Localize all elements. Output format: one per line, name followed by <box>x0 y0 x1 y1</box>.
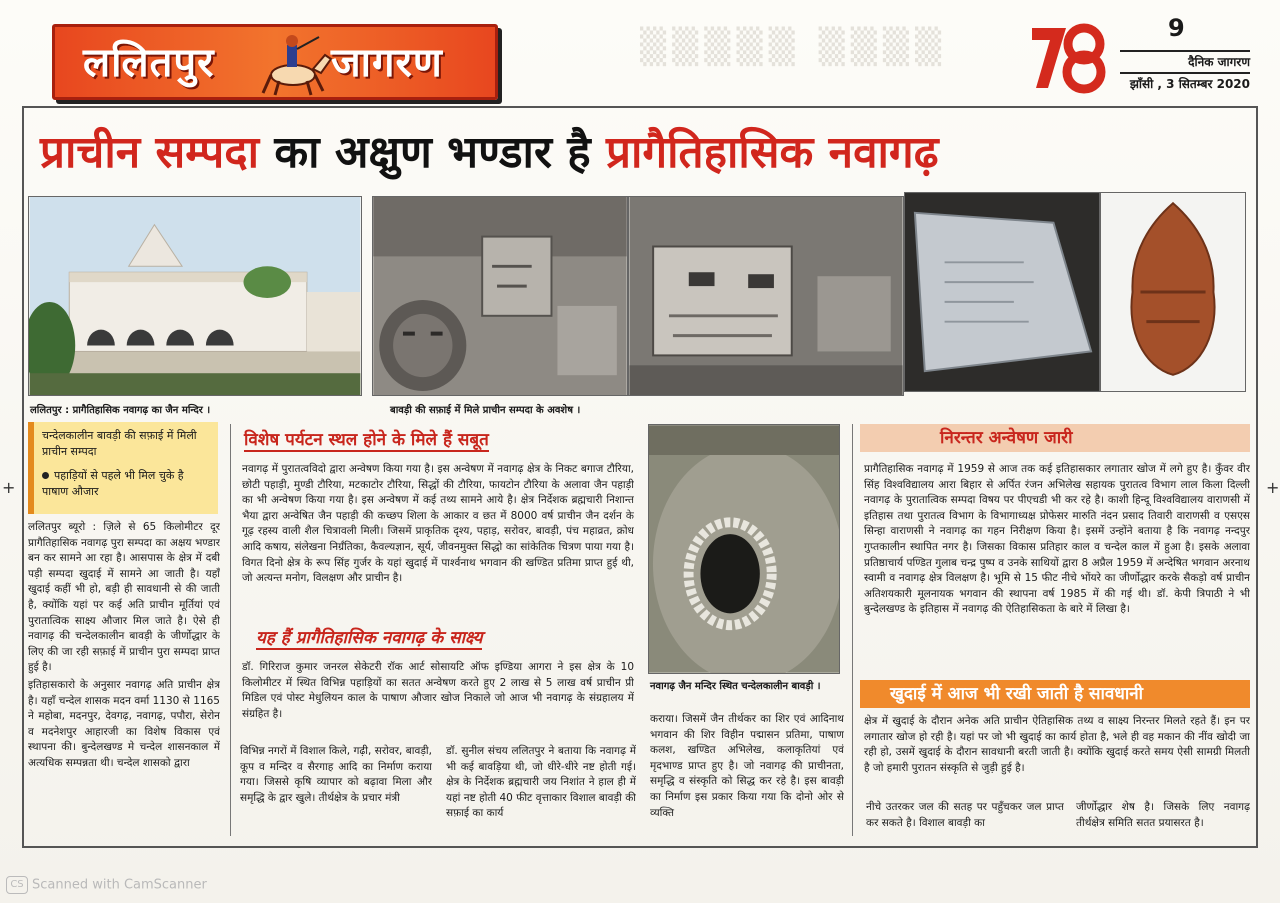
anniversary-78-logo <box>1028 22 1110 94</box>
caption-temple: ललितपुर : प्रागैतिहासिक नवागढ़ का जैन मन्दिर । <box>30 405 211 416</box>
section4-heading: खुदाई में आज भी रखी जाती है सावधानी <box>860 680 1250 708</box>
bullet-icon <box>42 472 49 479</box>
column-4b: जीर्णोद्धार शेष है। जिसके लिए नवागढ़ तीर्थक्षेत्र समिति सतत प्रयासरत है। <box>1076 801 1250 829</box>
column-2b: डॉ. सुनील संचय ललितपुर ने बताया कि नवागढ़ में भी कई बावड़िया थी, जो धीरे-धीरे नष्ट होती गई। क्षेत्र के निर्देशक ब्रह्मचारी जय निशांत ने हाल ही में यहां नष्ट होती 40 फीट वृत्ताकार विशाल बावड़ी की सफ़ाई का कार्य <box>446 745 636 820</box>
section1-body: नवागढ़ में पुरातत्वविदो द्वारा अन्वेषण किया गया है। इस अन्वेषण में नवागढ़ क्षेत्र के निकट बगाज टौरिया, छोटी पहाड़ी, मुण्डी टौरिया, मटकाटोर टौरिया, सिद्धों की टौरिया, फायटोन टौरिया के अलावा जैन पहाड़ी का भी अन्वेषण किया गया है। इस अन्वेषण में कई तथ्य सामने आये है। क्षेत्र निर्देशक ब्रह्मचारी निशान्त भैया द्वारा अन्वेषित जैन पहाड़ी की कच्छप शिला के आकार व छत में 8000 वर्ष प्राचीन जैन दर्शन के गूढ़ रहस्य वाली शैल चित्रावली मिली। जिसमें प्राकृतिक दृश्य, पहाड़, सरोवर, बावड़ी, पंच महाव्रत, क्रोध आदि कषाय, संलेखना निर्ग्रंतिका, कैवल्यज्ञान, सूर्य, जीवनमुक्त सिद्धो का सांकेतिक चित्रण पाया गया है। विगत दिनो क्षेत्र के रूप सिंह गुर्जर के यहां खुदाई में पार्श्वनाथ भगवान की खण्डित प्रतिमा प्राप्त हुई थी, जो अत्यन्त मनोग, विलक्षण और प्राचीन है। <box>242 463 634 585</box>
ghost-bleed-through: ▒▒▒▒▒ ▒▒▒▒ <box>640 27 948 67</box>
headline-part1: प्राचीन सम्पदा <box>40 127 260 178</box>
section4-body: क्षेत्र में खुदाई के दौरान अनेक अति प्राचीन ऐतिहासिक तथ्य व साक्ष्य निरन्तर मिलते रहते हैं। इन पर लगातार खोज हो रही है। यहां पर जो भी खुदाई का कार्य होता है, भले ही वह मकान की नींव खोदी जा रही हो, उसमें खुदाई के दौरान सावधानी बरती जाती है। क्योंकि खुदाई करते समय ऐसी सामग्री मिलती है जो हमारी पुरातन संस्कृति से जुड़ी हुई है। <box>864 715 1250 774</box>
column-2a: विभिन्न नगरों में विशाल किले, गढ़ी, सरोवर, बावड़ी, कूप व मन्दिर व सैरगाह आदि का निर्माण कराया गया। जिससे कृषि व्यापार को बढ़ावा मिला और समृद्धि के द्वार खुले। तीर्थक्षेत्र के प्रचार मंत्री <box>240 745 432 804</box>
camscanner-watermark <box>6 876 207 894</box>
section2-heading <box>256 626 482 650</box>
section3-heading: निरन्तर अन्वेषण जारी <box>860 424 1250 452</box>
kalash-urn-photo <box>1100 192 1246 392</box>
publication-name: दैनिक जागरण <box>1188 55 1250 69</box>
caption-stepwell-finds: बावड़ी की सफ़ाई में मिले प्राचीन सम्पदा के अवशेष । <box>390 405 581 416</box>
column-4a: नीचे उतरकर जल की सतह पर पहुँचकर जल प्राप्त कर सकते है। विशाल बावड़ी का <box>866 801 1064 829</box>
section1-heading <box>244 428 489 452</box>
temple-photo <box>28 196 362 396</box>
camscanner-logo-icon: CS <box>6 876 28 894</box>
pub-rule-top <box>1120 50 1250 52</box>
highlight-box <box>28 422 218 514</box>
headline <box>40 122 1240 186</box>
publication-dateline: झाँसी , 3 सितम्बर 2020 <box>1129 77 1250 91</box>
highlight-line2-wrap <box>42 468 210 500</box>
highlight-line1: चन्देलकालीन बावड़ी की सफ़ाई में मिली प्राचीन सम्पदा <box>42 429 197 458</box>
section2-heading-text: यह हैं प्रागैतिहासिक नवागढ़ के साक्ष्य <box>256 628 483 648</box>
highlight-line2: पहाड़ियों से पहले भी मिल चुके है पाषाण औजार <box>42 469 184 498</box>
masthead <box>52 24 498 100</box>
section3-body: प्रागैतिहासिक नवागढ़ में 1959 से आज तक कई इतिहासकार लगातार खोज में लगे हुए है। कुँवर वीर सिंह विश्वविद्यालय आरा बिहार से अर्पित रंजन अभिलेख सहायक पुरातत्व विभाग लाल किला दिल्ली नवागढ़ के पुरातात्विक सम्पदा विषय पर पीएचडी भी कर रहे है। काशी हिन्दू विश्वविद्यालय वाराणसी में इतिहास तथा पुरातत्व विभाग के विभागाध्यक्ष प्रोफेसर मारुति नंदन प्रसाद तिवारी वाराणसी व एसएस सिन्हा वाराणसी ने नवागढ़ का गहन निरीक्षण किया है। इसमें उन्होंने बताया है कि नवागढ़ नन्दपुर गुप्तकालीन स्थापित नगर है। जिसका विकास प्रतिहार काल व चन्देल काल में हुआ है। इसके अलावा प्रतिष्ठाचार्य पण्डित गुलाब चन्द्र पुष्प व उनके साथियों द्वारा 8 अप्रैल 1959 में अन्देषित भगवान अरनाथ स्वामी व नवागढ़ क्षेत्र विलक्षण है। भूमि से 15 फीट नीचे भोंयरे का जीर्णोद्धार करके सैकड़ो वर्ष प्राचीन अतिशयकारी मूलनायक भगवान की स्थापना वर्ष 1985 में की गई थी। डॉ. केपी त्रिपाठी ने भी बुन्देलखण्ड के इतिहास में नवागढ़ की ऐतिहासिकता के बारे में लिखा है। <box>864 463 1250 616</box>
camscanner-text: Scanned with CamScanner <box>32 877 207 893</box>
column-rule <box>230 424 231 836</box>
page-number: 9 <box>1168 14 1185 42</box>
column-3: कराया। जिसमें जैन तीर्थकर का शिर एवं आदिनाथ भगवान की शिर विहीन पद्मासन प्रतिमा, पाषाण कलश, खण्डित अभिलेख, कलाकृतियां एवं मृदभाण्ड प्राप्त हुए है। जो नवागढ़ की प्राचीनता, समृद्धि व संस्कृति को सिद्ध कर रहे है। इस बावड़ी का निर्माण इस प्रकार किया गया कि दोनो ओर से व्यक्ति <box>650 713 844 819</box>
pub-rule-bottom <box>1120 72 1250 74</box>
stepwell-photo <box>648 424 840 674</box>
carved-stones-photo <box>628 196 904 396</box>
publication-info <box>1120 48 1250 92</box>
headline-part3: प्रागैतिहासिक नवागढ़ <box>605 127 939 178</box>
masthead-left-word: ललितपुर <box>83 40 215 86</box>
section2-body: डॉ. गिरिराज कुमार जनरल सेकेटरी रॉक आर्ट सोसायटि ऑफ इण्डिया आगरा ने इस क्षेत्र के 10 किलोमीटर में स्थित विभिन्न पहाड़ियों का सतत अन्वेषण करते हुए 2 लाख से 5 लाख वर्ष प्राचीन प्री मिडिल एवं पोस्ट मेधुलियन काल के पाषाण औजार खोज निकाले जो आज भी नवागढ़ के संग्रहालय में संग्रहित है। <box>242 661 634 720</box>
col1-para2: इतिहासकारो के अनुसार नवागढ़ अति प्राचीन क्षेत्र है। यहाँ चन्देल शासक मदन वर्मा 1130 से 1165 ने महोबा, मदनपुर, देवगढ़, नवागढ़, पपौरा, सेरोन व मदनेशपुर आहारजी का विशेष विकास एवं स्थापना की। बुन्देलखण्ड मे चन्देल शासनकाल में अत्यधिक सम्पन्नता थी। चन्देल शासको द्वारा <box>28 678 220 769</box>
column-rule-2 <box>852 424 853 836</box>
inscribed-tablet-photo <box>904 192 1100 392</box>
crop-mark-left: + <box>2 478 16 497</box>
headline-part2: का अक्षुण भण्डार है <box>274 127 591 178</box>
col1-para1: ललितपुर ब्यूरो : ज़िले से 65 किलोमीटर दूर प्रागैतिहासिक नवागढ़ पुरा सम्पदा का अक्षय भण्डार बन कर सामने आ रहा है। आसपास के क्षेत्र में दबी पड़ी सम्पदा खुदाई में सामने आ जाती है। यहाँ खुदाई कहीं भी हो, बड़ी ही सावधानी से की जाती है, क्योंकि यहां पर कई अति प्राचीन मूर्तियां एवं पुरातात्विक साक्ष्य औजार मिल जाते है। ऐसे ही नवागढ़ की चन्देलकालीन बावड़ी के जीर्णोद्धार के लिए की जा रही सफ़ाई में प्राचीन पुरा सम्पदा प्राप्त हुई है। <box>28 521 220 674</box>
crop-mark-right: + <box>1266 478 1280 497</box>
stone-head-photo <box>372 196 628 396</box>
horse-rider-logo <box>251 31 335 97</box>
section1-heading-text: विशेष पर्यटन स्थल होने के मिले हैं सबूत <box>244 430 489 450</box>
column-1 <box>28 520 220 836</box>
caption-stepwell: नवागढ़ जैन मन्दिर स्थित चन्देलकालीन बावड़ी । <box>650 681 821 692</box>
masthead-right-word: जागरण <box>331 40 443 86</box>
